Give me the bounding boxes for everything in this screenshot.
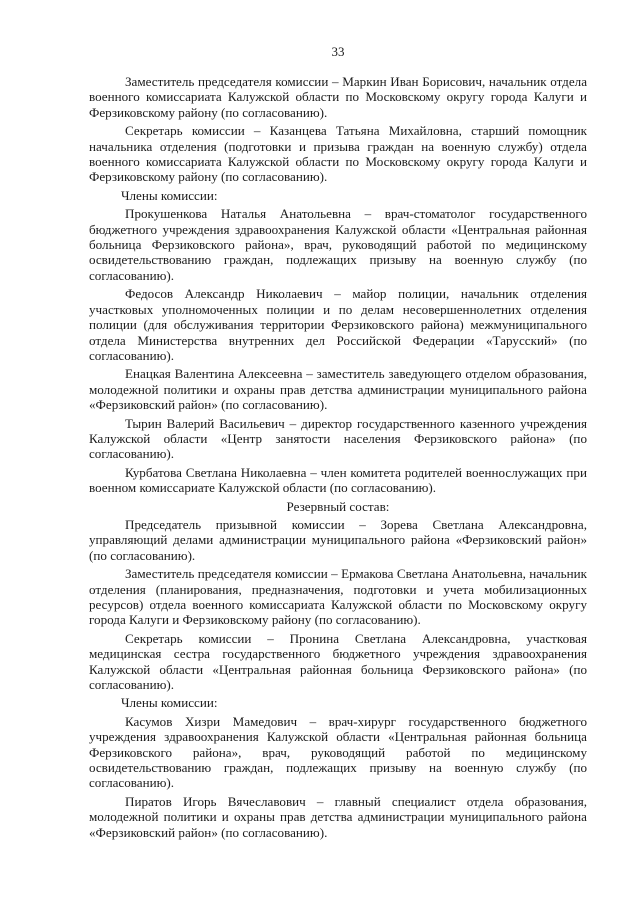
member-paragraph: Федосов Александр Николаевич – майор полиции, начальник отделения участковых уполномоченных полиции и по делам несовершеннолетних отделения полиции (для обслуживания территории Ферзиковского района) межмуниципального отдела Министерства внутренних дел Российской Федерации «Тарусский» (по согласованию).	[89, 286, 587, 363]
member-paragraph: Енацкая Валентина Алексеевна – заместитель заведующего отделом образования, молодежной политики и охраны прав детства администрации муниципального района «Ферзиковский район» (по согласованию).	[89, 366, 587, 413]
reserve-secretary-paragraph: Секретарь комиссии – Пронина Светлана Александровна, участковая медицинская сестра государственного бюджетного учреждения здравоохранения Калужской области «Центральная районная больница Ферзиковского района» (по согласованию).	[89, 630, 587, 693]
reserve-chair-paragraph: Председатель призывной комиссии – Зорева Светлана Александровна, управляющий делами администрации муниципального района «Ферзиковский район» (по согласованию).	[89, 516, 587, 563]
reserve-member-paragraph: Касумов Хизри Мамедович – врач-хирург государственного бюджетного учреждения здравоохранения Калужской области «Центральная районная больница Ферзиковского района», врач, руководящий работой по медицинскому освидетельствованию граждан, подлежащих призыву на военную службу (по согласованию).	[89, 713, 587, 791]
deputy-chair-paragraph: Заместитель председателя комиссии – Маркин Иван Борисович, начальник отдела военного комиссариата Калужской области по Московскому округу города Калуги и Ферзиковскому району (по согласованию).	[89, 74, 587, 120]
reserve-deputy-chair-paragraph: Заместитель председателя комиссии – Ермакова Светлана Анатольевна, начальник отделения (планирования, предназначения, подготовки и учета мобилизационных ресурсов) отдела военного комиссариата Калужской области по Московскому округу города Калуги и Ферзиковскому району (по согласованию).	[89, 566, 587, 628]
reserve-member-paragraph: Пиратов Игорь Вячеславович – главный специалист отдела образования, молодежной политики и охраны прав детства администрации муниципального района «Ферзиковский район» (по согласованию).	[89, 793, 587, 840]
reserve-section-title: Резервный состав:	[286, 498, 390, 514]
member-paragraph: Тырин Валерий Васильевич – директор государственного казенного учреждения Калужской области «Центр занятости населения Ферзиковского района» (по согласованию).	[89, 415, 587, 462]
document-page	[89, 44, 587, 843]
members-heading: Члены комиссии:	[121, 187, 218, 203]
reserve-members-heading: Члены комиссии:	[121, 695, 218, 711]
member-paragraph: Курбатова Светлана Николаевна – член комитета родителей военнослужащих при военном комиссариате Калужской области (по согласованию).	[89, 464, 587, 496]
secretary-paragraph: Секретарь комиссии – Казанцева Татьяна Михайловна, старший помощник начальника отделения (подготовки и призыва граждан на военную службу) отдела военного комиссариата Калужской области по Московскому округу города Калуги и Ферзиковскому району (по согласованию).	[89, 123, 587, 185]
member-paragraph: Прокушенкова Наталья Анатольевна – врач-стоматолог государственного бюджетного учреждения здравоохранения Калужской области «Центральная районная больница Ферзиковского района», врач, руководящий работой по медицинскому освидетельствованию граждан, подлежащих призыву на военную службу (по согласованию).	[89, 206, 587, 283]
page-number: 33	[331, 44, 345, 59]
